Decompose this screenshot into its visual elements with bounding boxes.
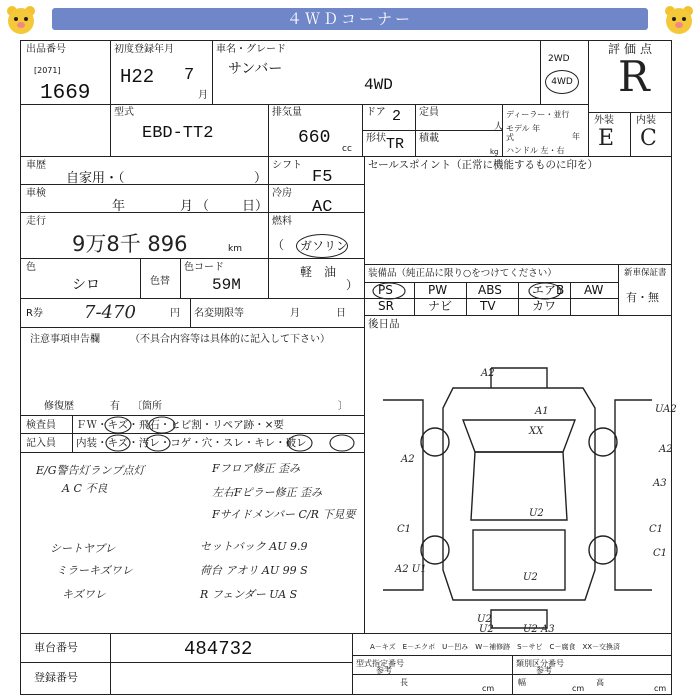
mark-c1-left: C1 [397, 524, 412, 535]
exterior-value: E [598, 126, 615, 151]
recycle-value: 7-470 [84, 302, 136, 323]
approval-sub: 参考 [376, 666, 392, 675]
car-name: サンバー [228, 61, 283, 77]
shift-value: F5 [312, 168, 333, 187]
remark-right-5: 荷台 アオリ AU 99 S [200, 564, 308, 577]
color-code-label: 色コード [184, 262, 224, 273]
inspection-year: 年 [112, 199, 126, 214]
inspection-day: 日） [242, 199, 269, 214]
history-label: 車歴 [26, 160, 46, 171]
mark-a2-right: A2 [659, 444, 673, 455]
approval-label: 型式指定番号 [356, 659, 404, 668]
dim-height: 高 [596, 678, 604, 687]
dim-length-unit: cm [482, 684, 495, 693]
equip-navi: ナビ [428, 299, 453, 313]
handle-label: ハンドル 左・右 [506, 146, 565, 155]
shift-label: シフト [272, 160, 302, 171]
color-swap-label: 色替 [150, 276, 170, 287]
dim-height-unit: cm [654, 684, 667, 693]
first-registration-year: H22 [120, 66, 155, 88]
load-label: 積載 [419, 133, 439, 144]
remark-left-5: キズワレ [62, 588, 106, 601]
repair-history-value: 有 [110, 401, 120, 412]
equip-sr: SR [378, 299, 394, 313]
mark-c1-right-2: C1 [653, 548, 668, 559]
mark-a1: A1 [535, 406, 549, 417]
mark-u2-rear: U2 [477, 614, 492, 625]
writer-label: 記入員 [26, 438, 56, 449]
lot-code: [2071] [34, 66, 61, 75]
repair-bracket-open: 〔箇所 [132, 401, 162, 412]
equip-aw: AW [584, 283, 604, 297]
lot-number-label: 出品番号 [26, 44, 66, 55]
plate-label: 登録番号 [34, 671, 78, 684]
color-code-value: 59M [212, 276, 241, 294]
doors-label: ドア [366, 107, 386, 118]
remark-right-1: Fフロア修正 歪み [212, 462, 301, 475]
remark-left-3: シートヤブレ [50, 542, 116, 555]
fuel-gasoline-circle [296, 234, 348, 258]
ac-label: 冷房 [272, 188, 292, 199]
remark-left-4: ミラーキズワレ [56, 564, 133, 577]
dim-length: 長 [400, 678, 408, 687]
first-registration-month: 7 [184, 66, 195, 85]
mark-ua2: UA2 [655, 404, 677, 415]
mileage-label: 走行 [26, 216, 46, 227]
equipment-label: 装備品（純正品に限り○をつけてください） [368, 268, 557, 279]
bear-mascot-icon [662, 4, 696, 36]
docs-day: 日 [336, 308, 346, 319]
mileage-value: 9万8千 896 [72, 232, 188, 256]
interior-value: C [640, 126, 657, 151]
first-registration-label: 初度登録年月 [114, 44, 174, 55]
inspection-day-open: （ [196, 199, 210, 214]
drive-4wd-circled: 4WD [545, 70, 579, 94]
notes-hint: （不具合内容等は具体的に記入して下さい） [130, 334, 330, 345]
docs-label: 名変期限等 [194, 308, 244, 319]
shape-label: 形状 [366, 133, 386, 144]
equip-tv: TV [480, 299, 496, 313]
capacity-label: 定員 [419, 107, 439, 118]
car-grade: 4WD [364, 76, 393, 94]
grade-score-label: 評価点 [608, 42, 657, 56]
inspection-label: 車検 [26, 188, 46, 199]
rear-seat-label: 後日品 [368, 318, 400, 330]
category-sub: 参考 [536, 666, 552, 675]
inspection-month: 月 [180, 199, 194, 214]
month-unit: 月 [198, 90, 208, 101]
mark-c1-right: C1 [649, 524, 664, 535]
remark-right-4: セットバック AU 9.9 [200, 540, 308, 553]
history-value: 自家用・（ [66, 171, 125, 186]
recycle-label: R券 [26, 308, 43, 319]
remark-right-3: Fサイドメンバー C/R 下見要 [212, 508, 356, 521]
notes-label: 注意事項申告欄 [30, 334, 100, 345]
mark-u2-a3: U2 A3 [523, 624, 555, 635]
mark-a3: A3 [653, 478, 667, 489]
marks-row-exterior: ＦＷ・キズ・飛石・ヒビ割・リペア跡・×要 [76, 419, 284, 431]
color-value: シロ [72, 277, 100, 293]
displacement-value: 660 [298, 128, 331, 148]
repair-history-label: 修復歴 [44, 401, 74, 412]
dim-width-unit: cm [572, 684, 585, 693]
equip-ps: PS [378, 283, 393, 297]
mileage-unit: km [228, 244, 242, 254]
dim-width: 幅 [518, 678, 526, 687]
fuel-paren-close: ） [346, 278, 359, 292]
header-banner [0, 0, 700, 38]
chassis-value: 484732 [184, 638, 253, 660]
model-value: EBD-TT2 [142, 124, 214, 143]
recycle-unit: 円 [170, 308, 180, 319]
mark-xx: XX [529, 426, 544, 437]
bear-mascot-icon [4, 4, 38, 36]
doors-value: 2 [392, 108, 402, 125]
equipment-circles [364, 282, 618, 300]
equip-abs: ABS [478, 283, 502, 297]
interior-label: 内装 [636, 115, 656, 126]
category-label: 類別区分番号 [516, 659, 564, 668]
remark-left-1: E/G警告灯ランプ点灯 [36, 464, 145, 477]
marks-row-interior: 内装・キズ・汚レ・コゲ・穴・スレ・キレ・破レ [76, 437, 307, 449]
warranty-label: 新車保証書 [624, 268, 667, 278]
year-unit: 年 [572, 132, 580, 141]
color-label: 色 [26, 262, 36, 273]
mark-a2-left: A2 [401, 454, 415, 465]
car-damage-diagram [363, 360, 677, 635]
load-unit: kg [490, 148, 499, 156]
exterior-label: 外装 [594, 115, 614, 126]
fuel-paren-open: （ [272, 238, 285, 252]
damage-legend: A－キズ E－エクボ U－凹み W－補修跡 S－サビ C－腐食 XX－交換済 [370, 643, 621, 651]
lot-number: 1669 [40, 82, 91, 105]
fuel-label: 燃料 [272, 216, 292, 227]
car-name-label: 車名・グレード [216, 44, 286, 55]
mark-a2-u1: A2 U1 [395, 564, 427, 575]
warranty-value: 有・無 [626, 291, 659, 304]
chassis-label: 車台番号 [34, 641, 78, 654]
shape-value: TR [386, 136, 405, 153]
docs-month: 月 [290, 308, 300, 319]
fuel-gasoline: ガソリン [300, 239, 349, 253]
dealer-label: ディーラー・並行 [506, 110, 570, 119]
ac-value: AC [312, 198, 333, 217]
mark-u2-rear-2: U2 [479, 624, 494, 635]
repair-bracket-close: 〕 [338, 401, 348, 412]
model-year-label: モデル 年式 [506, 124, 541, 142]
mark-u2-bed: U2 [523, 572, 538, 583]
capacity-unit: 人 [494, 122, 504, 132]
displacement-unit: cc [342, 144, 352, 154]
sales-point-label: セールスポイント（正常に機能するものに印を） [368, 159, 599, 171]
drive-2wd-label: 2WD [548, 54, 570, 64]
mark-u2-cabin: U2 [529, 508, 544, 519]
inspector-label: 検査員 [26, 420, 56, 431]
history-close: ） [254, 171, 268, 186]
grade-score-value: R [618, 52, 650, 101]
equip-pw: PW [428, 283, 448, 297]
equip-leather: カワ [532, 299, 557, 313]
fuel-diesel: 軽 油 [300, 265, 337, 279]
model-label: 型式 [114, 107, 134, 118]
equip-airbag: エアB [532, 283, 565, 297]
remark-right-6: R フェンダー UA S [200, 588, 298, 601]
remark-left-2: A C 不良 [62, 482, 108, 495]
marks-circles [72, 415, 364, 452]
mark-a2-top: A2 [481, 368, 495, 379]
banner-title: ４ＷＤコーナー [52, 8, 648, 30]
displacement-label: 排気量 [272, 107, 302, 118]
remark-right-2: 左右Fピラー修正 歪み [212, 486, 323, 499]
